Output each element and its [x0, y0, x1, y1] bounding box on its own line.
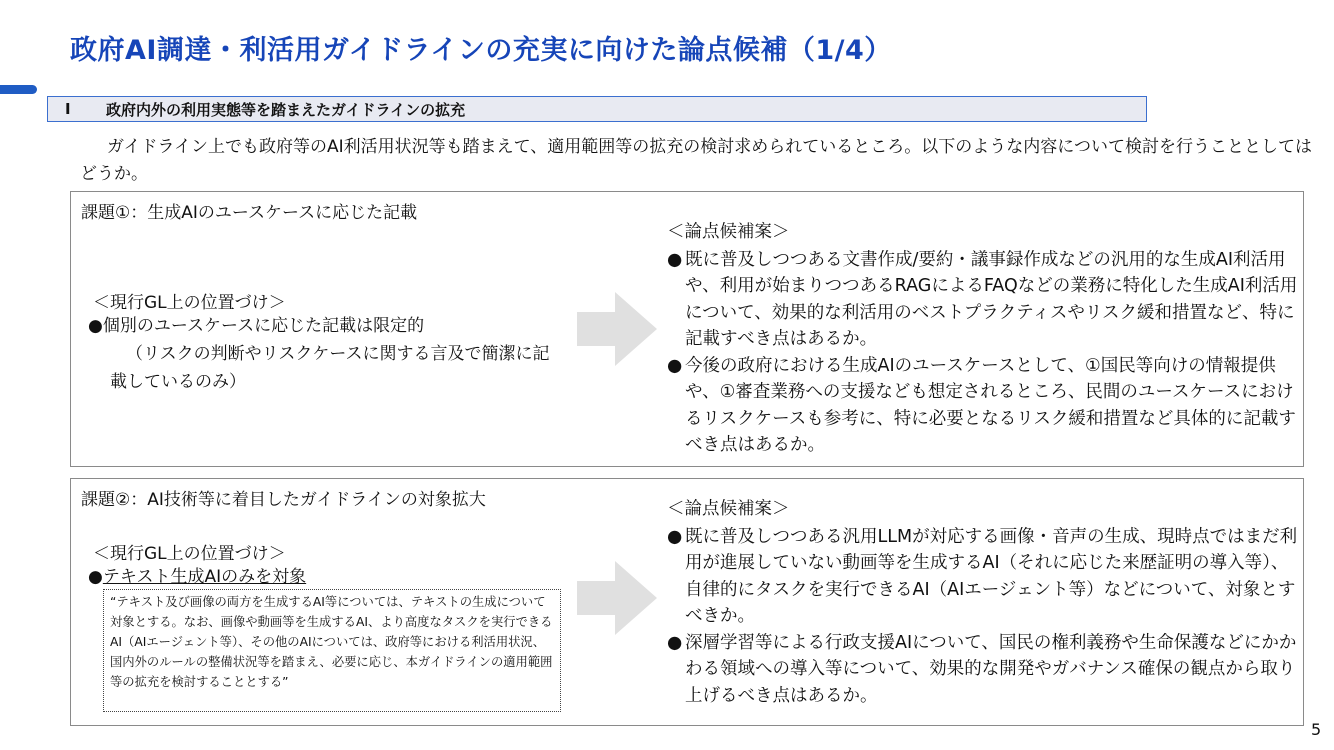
- section-number: Ⅰ: [65, 100, 71, 118]
- issue-1-title: 課題①：生成AIのユースケースに応じた記載: [81, 203, 418, 223]
- section-title: 政府内外の利用実態等を踏まえたガイドラインの拡充: [106, 100, 466, 119]
- issue-2-current-bullet: [88, 563, 558, 591]
- bullet-icon: ●: [667, 632, 683, 653]
- right-arrow-icon: [577, 292, 657, 366]
- issue-1-current-note: （リスクの判断やリスクケースに関する言及で簡潔に記載しているのみ）: [110, 344, 550, 392]
- issue-1-proposal-item: [667, 247, 1303, 353]
- issue-1-proposal-text: 今後の政府における生成AIのユースケースとして、①国民等向けの情報提供や、①審査業務への支援なども想定されるところ、民間のユースケースにおけるリスクケースも参考に、特に必要となるリスク緩和措置など具体的に記載すべき点はあるか。: [685, 355, 1296, 455]
- issue-1-current: [88, 312, 558, 396]
- issue-2-proposal-item: [667, 630, 1303, 710]
- issue-1-current-text: 個別のユースケースに応じた記載は限定的: [102, 316, 425, 336]
- bullet-icon: ●: [88, 316, 103, 336]
- page-title: 政府AI調達・利活用ガイドラインの充実に向けた論点候補（1/4）: [70, 35, 892, 66]
- issue-2-current-heading: ＜現行GL上の位置づけ＞: [93, 544, 286, 564]
- issue-1-proposal-heading: ＜論点候補案＞: [667, 222, 790, 242]
- issue-2-proposal-heading: ＜論点候補案＞: [667, 499, 790, 519]
- issue-2-title: 課題②：AI技術等に着目したガイドラインの対象拡大: [81, 490, 486, 510]
- issue-1-proposal-item: [667, 353, 1303, 459]
- guideline-quote-box: “テキスト及び画像の両方を生成するAI等については、テキストの生成について対象とする。なお、画像や動画等を生成するAI、より高度なタスクを実行できるAI（AIエージェント等）、その他のAIについては、政府等における利活用状況、国内外のルールの整備状況等を踏まえ、必要に応じ、本ガイドラインの適用範囲等の拡充を検討することとする”: [103, 589, 561, 712]
- issue-2-panel: [70, 478, 1304, 726]
- issue-1-proposal-text: 既に普及しつつある文書作成/要約・議事録作成などの汎用的な生成AI利活用や、利用が始まりつつあるRAGによるFAQなどの業務に特化した生成AI利活用について、効果的な利活用のベストプラクティスやリスク緩和措置など、特に記載すべき点はあるか。: [685, 249, 1298, 349]
- bullet-icon: ●: [667, 249, 683, 270]
- issue-2-proposal-text: 深層学習等による行政支援AIについて、国民の権利義務や生命保護などにかかわる領域への導入等について、効果的な開発やガバナンス確保の観点から取り上げるべき点はあるか。: [685, 632, 1297, 706]
- issue-1-current-heading: ＜現行GL上の位置づけ＞: [93, 293, 286, 313]
- page-number: 5: [1311, 720, 1322, 739]
- issue-1-proposals: [667, 219, 1303, 459]
- issue-1-panel: [70, 191, 1304, 467]
- intro-paragraph: ガイドライン上でも政府等のAI利活用状況等も踏まえて、適用範囲等の拡充の検討求められているところ。以下のような内容について検討を行うこととしてはどうか。: [80, 137, 1312, 184]
- issue-2-current: [88, 563, 558, 591]
- bullet-icon: ●: [667, 526, 683, 547]
- issue-2-proposal-text: 既に普及しつつある汎用LLMが対応する画像・音声の生成、現時点ではまだ利用が進展していない動画等を生成するAI（それに応じた来歴証明の導入等）、自律的にタスクを実行できるAI（AIエージェント等）などについて、対象とすべきか。: [685, 526, 1298, 626]
- issue-2-proposals: [667, 496, 1303, 709]
- accent-bar: [0, 85, 37, 94]
- issue-1-current-bullet: [88, 312, 558, 340]
- bullet-icon: ●: [667, 355, 683, 376]
- bullet-icon: ●: [88, 567, 103, 587]
- issue-2-proposal-item: [667, 524, 1303, 630]
- section-header: [47, 96, 1147, 122]
- issue-2-current-text: テキスト生成AIのみを対象: [102, 567, 307, 587]
- right-arrow-icon: [577, 561, 657, 635]
